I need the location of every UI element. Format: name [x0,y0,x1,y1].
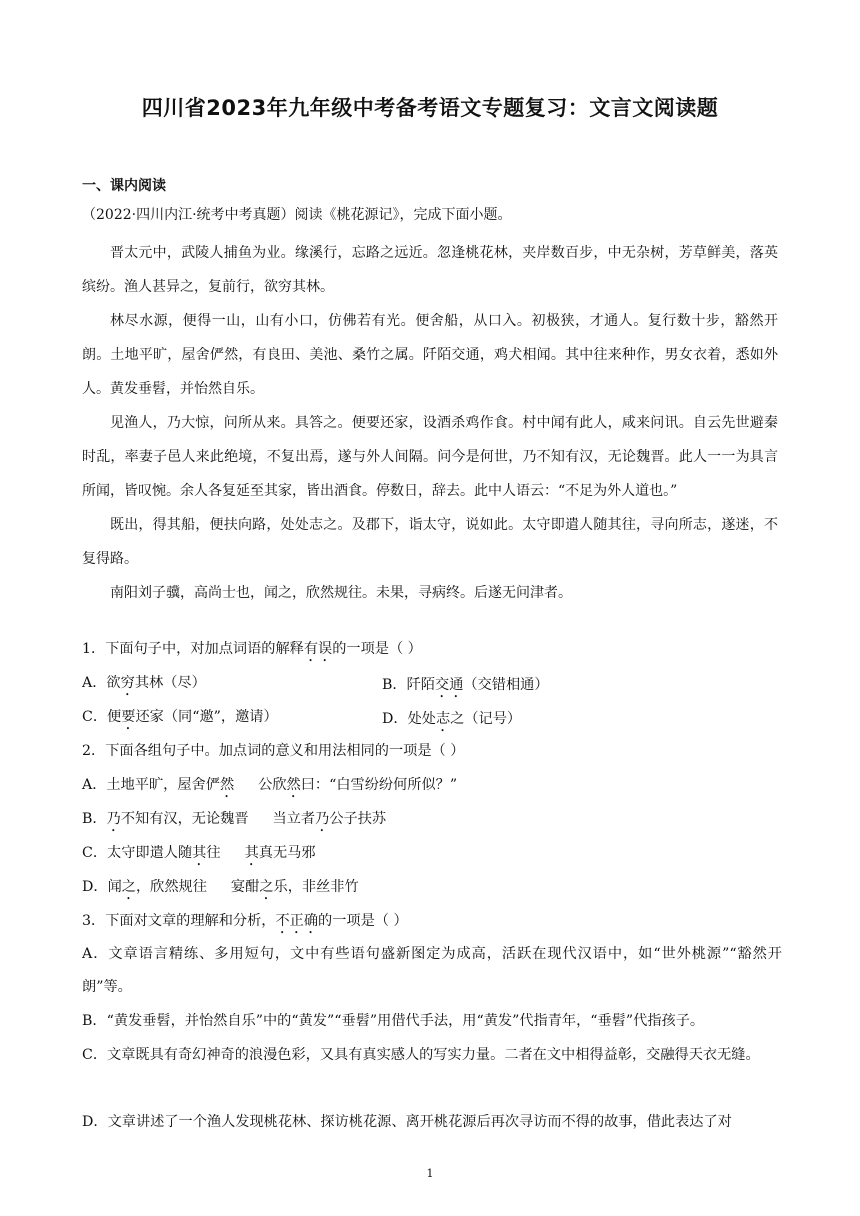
q3-option-c: C．文章既具有奇幻神奇的浪漫色彩，又具有真实感人的写实力量。二者在文中相得益彰，交融得天衣无缝。 [82,1047,760,1063]
question-1-stem: 1．下面句子中，对加点词语的解释有误的一项是（ ） [82,641,422,657]
q1-option-a: A．欲穷其林（尽） [82,675,206,691]
emphasis-word: 有误 [303,641,333,657]
section-heading: 一、课内阅读 [82,178,166,194]
emphasis-word: 不正确 [275,913,319,929]
q1-option-d: D．处处志之（记号） [382,711,522,727]
q1-option-b: B．阡陌交通（交错相通） [382,677,549,693]
q2-option-c: C．太守即遣人随其往 其真无马邪 [82,845,316,861]
q3-option-d: D．文章讲述了一个渔人发现桃花林、探访桃花源、离开桃花源后再次寻访而不得的故事，借此表达了对 [82,1114,732,1130]
page-title: 四川省2023年九年级中考备考语文专题复习：文言文阅读题 [141,96,719,120]
passage [82,236,778,610]
passage-paragraph: 林尽水源，便得一山，山有小口，仿佛若有光。便舍船，从口入。初极狭，才通人。复行数十步，豁然开朗。土地平旷，屋舍俨然，有良田、美池、桑竹之属。阡陌交通，鸡犬相闻。其中往来种作，男女衣着，悉如外人。黄发垂髫，并怡然自乐。 [82,313,778,397]
passage-paragraph: 晋太元中，武陵人捕鱼为业。缘溪行，忘路之远近。忽逢桃花林，夹岸数百步，中无杂树，芳草鲜美，落英缤纷。渔人甚异之，复前行，欲穷其林。 [82,245,778,295]
passage-paragraph: 见渔人，乃大惊，问所从来。具答之。便要还家，设酒杀鸡作食。村中闻有此人，咸来问讯。自云先世避秦时乱，率妻子邑人来此绝境，不复出焉，遂与外人间隔。问今是何世，乃不知有汉，无论魏晋。此人一一为具言所闻，皆叹惋。余人各复延至其家，皆出酒食。停数日，辞去。此中人语云：“不足为外人道也。” [82,415,778,499]
question-3-stem: 3．下面对文章的理解和分析，不正确的一项是（ ） [82,913,408,929]
passage-paragraph: 既出，得其船，便扶向路，处处志之。及郡下，诣太守，说如此。太守即遣人随其往，寻向所志，遂迷，不复得路。 [82,517,778,567]
q1-option-c: C．便要还家（同“邀”，邀请） [82,709,278,725]
question-2-stem: 2．下面各组句子中。加点词的意义和用法相同的一项是（ ） [82,743,465,759]
page-number: 1 [426,1167,434,1180]
q3-option-b: B．“黄发垂髫，并怡然自乐”中的“黄发”“垂髫”用借代手法，用“黄发”代指青年，“垂髫”代指孩子。 [82,1013,705,1029]
q3-option-a: A．文章语言精练、多用短句，文中有些语句盛新图定为成高，活跃在现代汉语中，如“世外桃源”“豁然开朗”等。 [82,946,782,995]
q2-option-b: B．乃不知有汉，无论魏晋 当立者乃公子扶苏 [82,811,387,827]
q2-option-a: A．土地平旷，屋舍俨然 公欣然曰：“白雪纷纷何所似？” [82,777,458,793]
source-line: （2022·四川内江·统考中考真题）阅读《桃花源记》，完成下面小题。 [82,207,512,223]
passage-paragraph: 南阳刘子骥，高尚士也，闻之，欣然规往。未果，寻病终。后遂无问津者。 [110,585,572,601]
q2-option-d: D．闻之，欣然规往 宴酣之乐，非丝非竹 [82,879,359,895]
